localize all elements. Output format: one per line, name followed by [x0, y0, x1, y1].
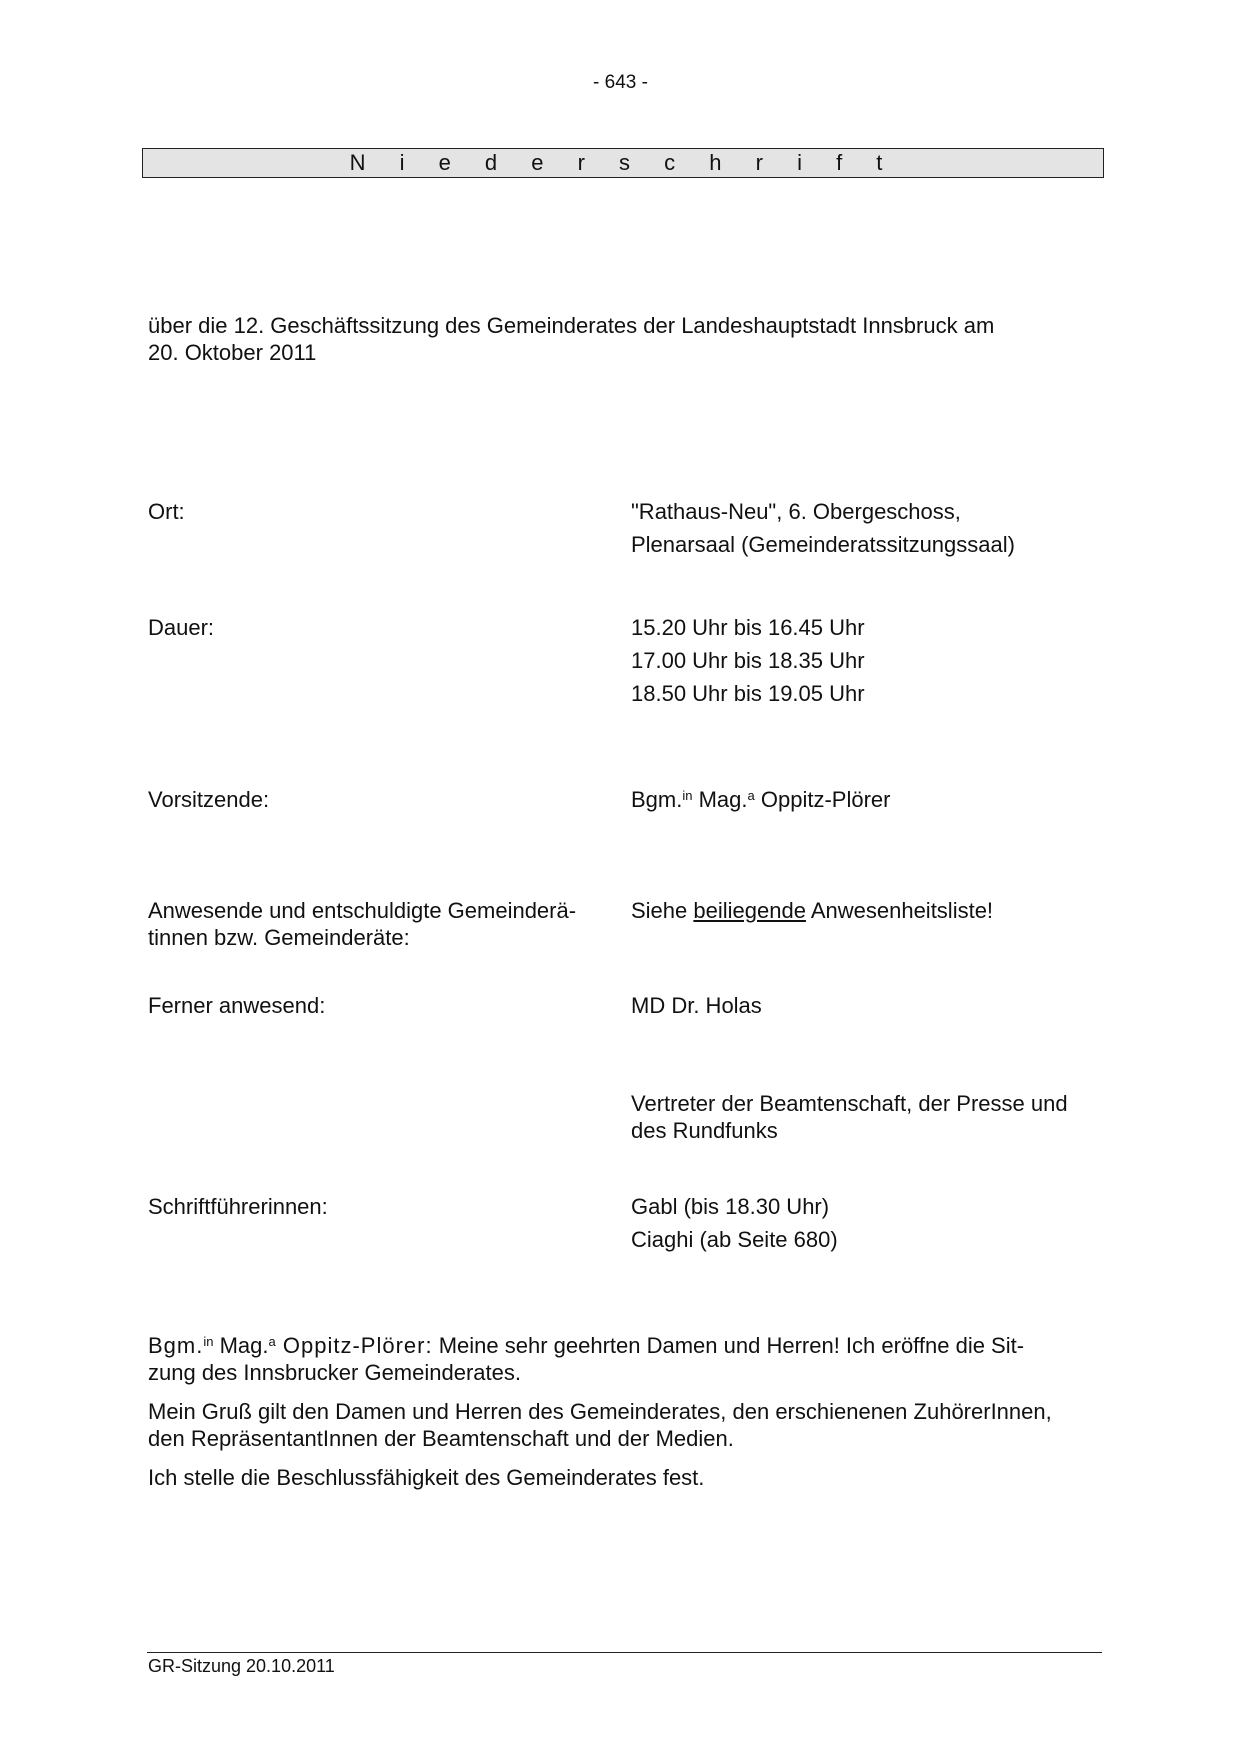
vorsitzende-name: Oppitz-Plörer	[754, 787, 891, 812]
ort-value-line-1: "Rathaus-Neu", 6. Obergeschoss,	[631, 499, 961, 524]
anwesende-value-underlined: beiliegende	[693, 898, 806, 923]
ort-label: Ort:	[148, 499, 185, 524]
speech-paragraph-1-line-1	[148, 1332, 1108, 1359]
vorsitzende-label: Vorsitzende:	[148, 787, 270, 812]
vorsitzende-mag: Mag.	[692, 787, 748, 812]
speaker-name: Oppitz-Plörer:	[275, 1333, 433, 1358]
intro-line-1: über die 12. Geschäftssitzung des Gemeinderates der Landeshauptstadt Innsbruck am	[148, 313, 995, 338]
speech-paragraph-2-line-2: den RepräsentantInnen der Beamtenschaft und der Medien.	[148, 1426, 734, 1451]
schrift-value-line-2: Ciaghi (ab Seite 680)	[631, 1227, 838, 1252]
document-title: N i e d e r s c h r i f t	[142, 148, 1104, 178]
dauer-value-line-3: 18.50 Uhr bis 19.05 Uhr	[631, 681, 865, 706]
speaker-bgm: Bgm.	[148, 1333, 204, 1358]
ferner-value-1: MD Dr. Holas	[631, 993, 762, 1018]
speech-p1-line-1: Meine sehr geehrten Damen und Herren! Ich eröffne die Sit-	[432, 1333, 1025, 1358]
anwesende-value-post: Anwesenheitsliste!	[805, 898, 994, 923]
dauer-value	[631, 611, 1101, 710]
ferner-value-2	[631, 1090, 1101, 1144]
footer-text: GR-Sitzung 20.10.2011	[148, 1656, 335, 1676]
speaker-mag-sup: a	[268, 1334, 276, 1349]
ferner-value-2-line-2: des Rundfunks	[631, 1118, 778, 1143]
anwesende-value-pre: Siehe	[631, 898, 694, 923]
intro-line-2: 20. Oktober 2011	[148, 340, 317, 365]
speech-paragraph-1	[148, 1332, 1108, 1386]
ferner-value-2-line-1: Vertreter der Beamtenschaft, der Presse und	[631, 1091, 1068, 1116]
anwesende-label-line-1: Anwesende und entschuldigte Gemeinderä-	[148, 898, 577, 923]
anwesende-value	[631, 897, 1101, 924]
ferner-label: Ferner anwesend:	[148, 993, 326, 1018]
page-number: - 643 -	[593, 72, 648, 93]
anwesende-label	[148, 897, 618, 951]
vorsitzende-bgm-sup: in	[682, 788, 693, 803]
speech-paragraph-1-line-2: zung des Innsbrucker Gemeinderates.	[148, 1360, 521, 1385]
speech-paragraph-2-line-1: Mein Gruß gilt den Damen und Herren des Gemeinderates, den erschienenen ZuhörerInnen,	[148, 1399, 1052, 1424]
dauer-label: Dauer:	[148, 615, 215, 640]
vorsitzende-bgm: Bgm.	[631, 787, 683, 812]
speaker-bgm-sup: in	[203, 1334, 214, 1349]
speech-paragraph-2	[148, 1398, 1108, 1452]
ort-value-line-2: Plenarsaal (Gemeinderatssitzungssaal)	[631, 532, 1015, 557]
vorsitzende-mag-sup: a	[747, 788, 755, 803]
vorsitzende-value	[631, 786, 1101, 813]
schrift-value	[631, 1190, 1101, 1256]
intro-text	[148, 312, 1088, 366]
ort-value	[631, 495, 1101, 561]
footer-divider	[147, 1652, 1102, 1653]
schrift-value-line-1: Gabl (bis 18.30 Uhr)	[631, 1194, 830, 1219]
schrift-label: Schriftführerinnen:	[148, 1194, 328, 1219]
speech-paragraph-3: Ich stelle die Beschlussfähigkeit des Gemeinderates fest.	[148, 1465, 705, 1490]
dauer-value-line-2: 17.00 Uhr bis 18.35 Uhr	[631, 648, 865, 673]
speaker-mag: Mag.	[213, 1333, 269, 1358]
anwesende-label-line-2: tinnen bzw. Gemeinderäte:	[148, 925, 410, 950]
dauer-value-line-1: 15.20 Uhr bis 16.45 Uhr	[631, 615, 865, 640]
